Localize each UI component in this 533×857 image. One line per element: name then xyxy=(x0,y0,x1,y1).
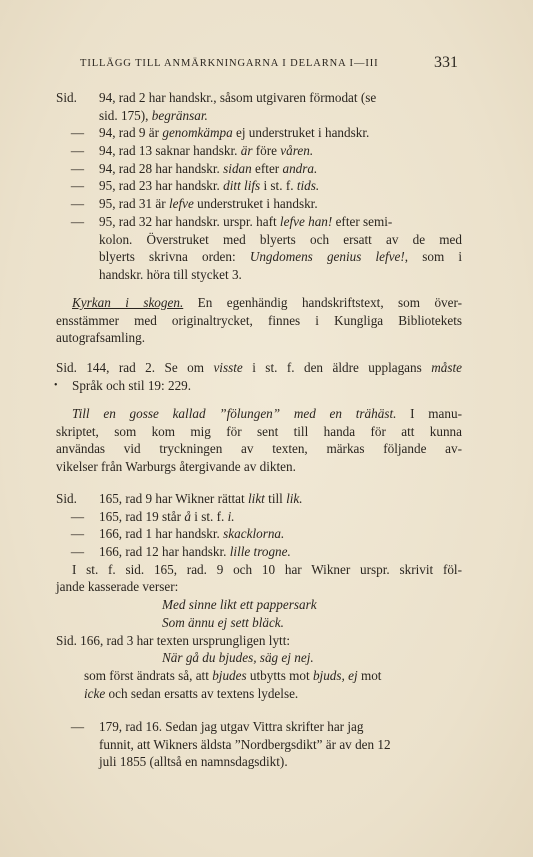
line-lead: — xyxy=(70,526,85,542)
note-text: 94, rad 9 är genomkämpa ej understruket i handskr. xyxy=(99,125,370,141)
note-line xyxy=(56,89,462,107)
note-text: 94, rad 13 saknar handskr. är före våren. xyxy=(99,143,314,159)
note-line: vikelser från Warburgs återgivande av dikten. xyxy=(56,459,296,475)
note-line: Kyrkan i skogen. En egenhändig handskriftstext, som över- xyxy=(72,295,462,310)
page-number: 331 xyxy=(434,54,458,71)
line-lead: Sid. xyxy=(56,90,77,105)
note-text: 95, rad 23 har handskr. ditt lifs i st. f. tids. xyxy=(99,178,320,194)
verse-line xyxy=(56,649,462,667)
verse-text: Med sinne likt ett pappersark xyxy=(162,597,317,613)
note-line: blyerts skrivna orden: Ungdomens genius lefve!, som i xyxy=(99,249,462,265)
note-line xyxy=(56,718,462,736)
note-text: 166, rad 1 har handskr. skacklorna. xyxy=(99,526,285,542)
note-text: 95, rad 32 har handskr. urspr. haft lefve han! efter semi- xyxy=(99,213,393,229)
note-line: funnit, att Wikners äldsta ”Nordbergsdikt” är av den 12 xyxy=(99,736,391,752)
note-line: icke och sedan ersatts av textens lydelse. xyxy=(84,685,299,701)
note-line: autografsamling. xyxy=(56,330,145,346)
note-text: 94, rad 28 har handskr. sidan efter andra. xyxy=(99,160,318,176)
line-lead: — xyxy=(70,544,85,560)
verse-line xyxy=(56,614,462,632)
note-line: I st. f. sid. 165, rad. 9 och 10 har Wikner urspr. skrivit föl- xyxy=(72,561,462,577)
note-line xyxy=(56,543,462,561)
line-lead: — xyxy=(70,508,85,524)
note-line xyxy=(56,177,462,195)
note-line: jande kasserade verser: xyxy=(56,579,179,595)
note-line: handskr. höra till stycket 3. xyxy=(99,266,242,282)
verse-line xyxy=(56,596,462,614)
note-line: användas vid tryckningen av texten, märkas följande av- xyxy=(56,441,462,457)
line-lead: — xyxy=(70,719,85,734)
note-text: 165, rad 19 står å i st. f. i. xyxy=(99,508,235,524)
note-text: 165, rad 9 har Wikner rättat likt till lik. xyxy=(99,491,303,506)
note-line xyxy=(56,160,462,178)
verse-text: När gå du bjudes, säg ej nej. xyxy=(162,650,314,666)
note-text: sid. 175), begränsar. xyxy=(99,107,208,123)
note-line: Till en gosse kallad ”fölungen” med en trähäst. I manu- xyxy=(72,406,462,421)
note-kyrkan-i-skogen xyxy=(56,294,462,347)
note-text: 179, rad 16. Sedan jag utgav Vittra skrifter har jag xyxy=(99,719,364,734)
notes-block-sid-94-95 xyxy=(56,89,462,284)
note-line: kolon. Överstruket med blyerts och ersatt av de med xyxy=(99,231,462,247)
note-line: ensstämmer med originaltrycket, finnes i Kungliga Bibliotekets xyxy=(56,312,462,328)
stray-mark: • xyxy=(54,380,58,391)
line-lead: — xyxy=(70,196,85,212)
note-line: juli 1855 (alltså en namnsdagsdikt). xyxy=(99,754,288,770)
note-line xyxy=(56,213,462,231)
verse-text: Som ännu ej sett bläck. xyxy=(162,614,284,630)
line-lead: — xyxy=(70,213,85,229)
line-lead: — xyxy=(70,143,85,159)
note-line: Sid. 166, rad 3 har texten ursprungligen lytt: xyxy=(56,632,291,648)
note-till-en-gosse xyxy=(56,405,462,476)
line-lead: — xyxy=(70,160,85,176)
line-lead: — xyxy=(70,178,85,194)
note-text: 166, rad 12 har handskr. lille trogne. xyxy=(99,544,291,560)
note-line: som först ändrats så, att bjudes utbytts mot bjuds, ej mot xyxy=(84,667,382,683)
note-text: 94, rad 2 har handskr., såsom utgivaren förmodat (se xyxy=(99,90,377,105)
note-line xyxy=(56,490,462,508)
line-lead: — xyxy=(70,125,85,141)
note-line xyxy=(56,107,462,125)
note-line xyxy=(56,195,462,213)
note-line: skriptet, som kom mig för sent till handa för att kunna xyxy=(56,423,462,439)
note-line: Sid. 144, rad 2. Se om visste i st. f. den äldre upplagans måste xyxy=(56,360,462,375)
note-line: Språk och stil 19: 229. xyxy=(72,377,192,393)
note-line xyxy=(56,525,462,543)
note-sid-179 xyxy=(56,718,462,771)
note-text: 95, rad 31 är lefve understruket i handskr. xyxy=(99,196,318,212)
running-title: TILLÄGG TILL ANMÄRKNINGARNA I DELARNA I—III xyxy=(80,58,379,69)
note-line xyxy=(56,124,462,142)
note-line xyxy=(56,142,462,160)
running-header xyxy=(80,54,462,71)
line-lead: Sid. xyxy=(56,491,77,506)
note-line xyxy=(56,508,462,526)
notes-block-sid-165-166 xyxy=(56,490,462,702)
note-sid-144 xyxy=(56,359,462,394)
